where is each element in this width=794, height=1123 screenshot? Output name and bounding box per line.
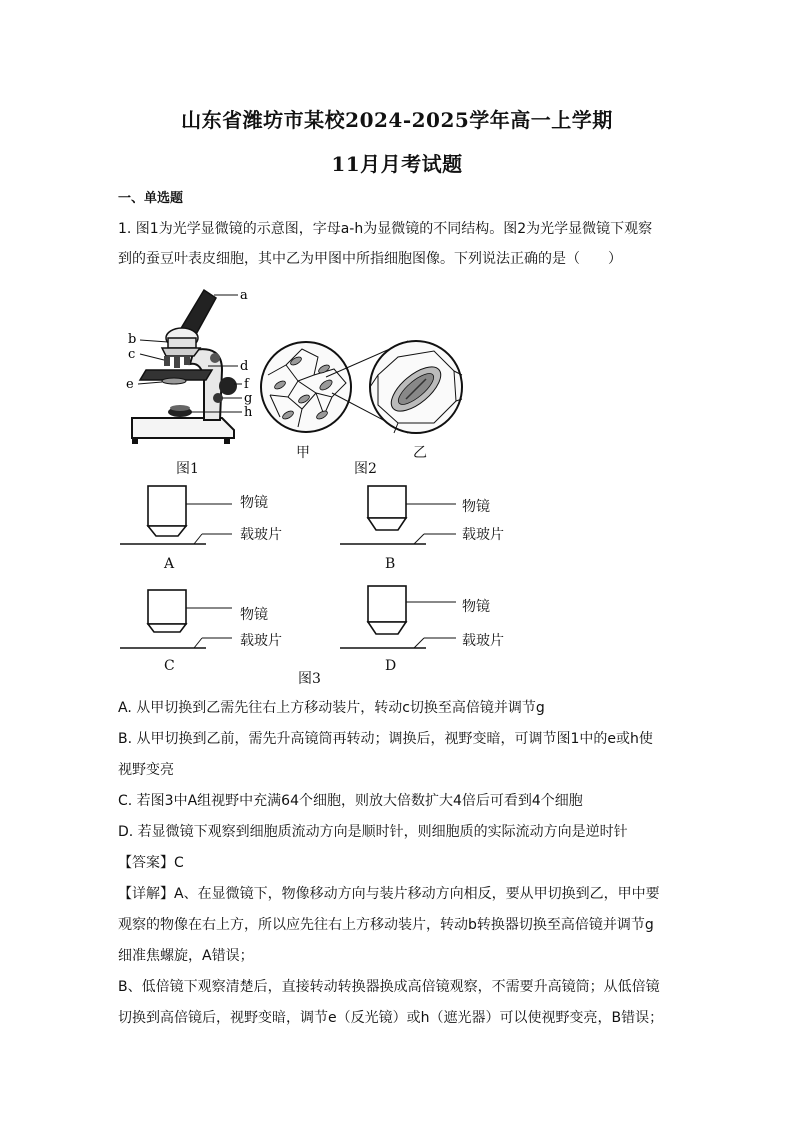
question-stem-line-2: 到的蚕豆叶表皮细胞，其中乙为甲图中所指细胞图像。下列说法正确的是（ ） [118, 251, 622, 267]
fig3-panel-a [120, 482, 320, 550]
fig3-b-slide-label: 载玻片 [462, 527, 504, 543]
cell-figure [258, 335, 474, 443]
fig1-label-f: f [244, 377, 249, 392]
fig1-label-c: c [128, 347, 136, 362]
fig3-panel-b [340, 482, 540, 550]
answer: 【答案】C [118, 855, 184, 871]
explanation-line-2: 观察的物像在右上方，所以应先往右上方移动装片，转动b转换器切换至高倍镜并调节g [118, 917, 654, 933]
fig1-label-e: e [126, 377, 134, 392]
fig1-label-a: a [240, 288, 248, 303]
option-b-line-1: B. 从甲切换到乙前，需先升高镜筒再转动；调换后，视野变暗，可调节图1中的e或h使 [118, 731, 653, 747]
section-heading: 一、单选题 [118, 191, 184, 206]
microscope-figure [122, 280, 262, 450]
fig1-label-h: h [244, 405, 253, 420]
fig3-d-slide-label: 载玻片 [462, 633, 504, 649]
explanation-line-1: 【详解】A、在显微镜下，物像移动方向与装片移动方向相反，要从甲切换到乙，甲中要 [118, 886, 660, 902]
option-b-line-2: 视野变亮 [118, 762, 174, 778]
fig3-b-objective-label: 物镜 [462, 499, 490, 515]
fig3-a-objective-label: 物镜 [240, 495, 268, 511]
fig3-c-objective-label: 物镜 [240, 607, 268, 623]
fig1-label-b: b [128, 332, 137, 347]
fig2-sub-b: 乙 [413, 445, 427, 461]
fig3-panel-c [120, 586, 320, 654]
fig1-label-g: g [244, 391, 253, 406]
fig3-caption: 图3 [298, 671, 321, 687]
fig3-d-objective-label: 物镜 [462, 599, 490, 615]
fig3-a-letter: A [164, 556, 175, 572]
fig3-c-slide-label: 载玻片 [240, 633, 282, 649]
page-subtitle: 11月月考试题 [331, 152, 463, 176]
fig2-caption: 图2 [354, 461, 377, 477]
fig3-c-letter: C [164, 658, 175, 674]
question-stem-line-1: 1. 图1为光学显微镜的示意图，字母a-h为显微镜的不同结构。图2为光学显微镜下观察 [118, 221, 653, 237]
option-a: A. 从甲切换到乙需先往右上方移动装片，转动c切换至高倍镜并调节g [118, 700, 545, 716]
fig3-a-slide-label: 载玻片 [240, 527, 282, 543]
fig3-d-letter: D [385, 658, 397, 674]
explanation-line-3: 细准焦螺旋，A错误； [118, 948, 254, 964]
fig2-sub-a: 甲 [296, 445, 310, 461]
option-c: C. 若图3中A组视野中充满64个细胞，则放大倍数扩大4倍后可看到4个细胞 [118, 793, 583, 809]
fig3-panel-d [340, 582, 540, 654]
explanation-line-5: 切换到高倍镜后，视野变暗，调节e（反光镜）或h（遮光器）可以使视野变亮，B错误； [118, 1010, 664, 1026]
fig1-label-d: d [240, 359, 249, 374]
option-d: D. 若显微镜下观察到细胞质流动方向是顺时针，则细胞质的实际流动方向是逆时针 [118, 824, 628, 840]
fig3-b-letter: B [385, 556, 396, 572]
explanation-line-4: B、低倍镜下观察清楚后，直接转动转换器换成高倍镜观察，不需要升高镜筒；从低倍镜 [118, 979, 660, 995]
page-title: 山东省潍坊市某校2024-2025学年高一上学期 [181, 108, 613, 132]
fig1-caption: 图1 [176, 461, 199, 477]
